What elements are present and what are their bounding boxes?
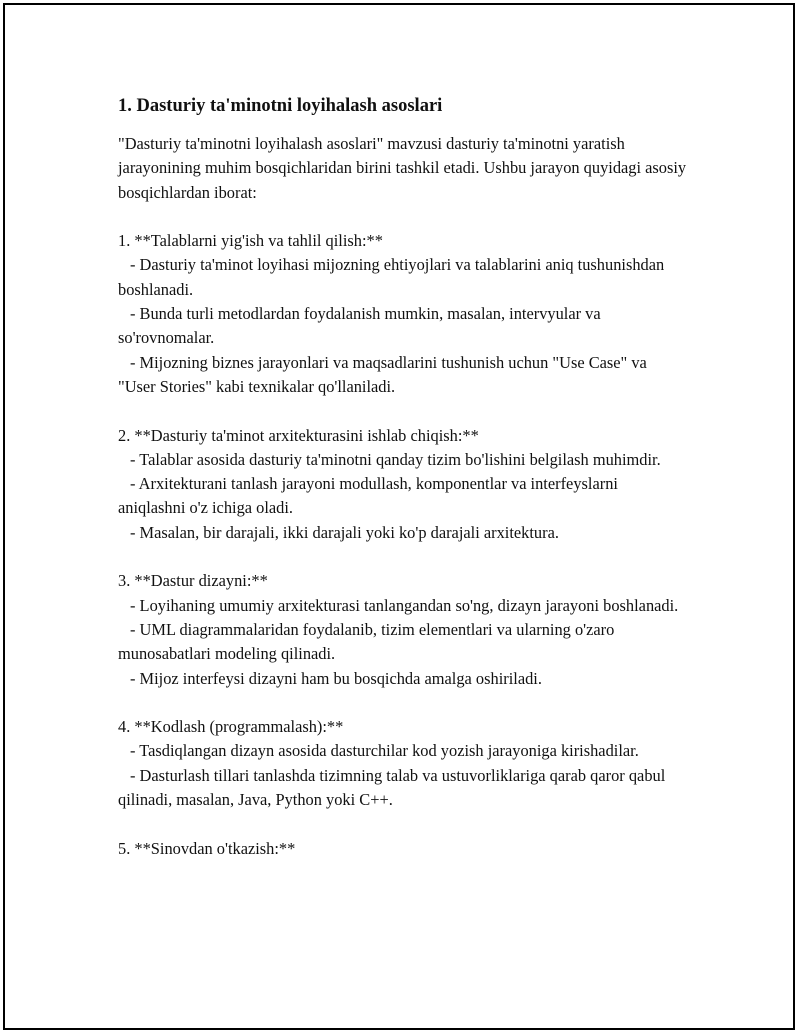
section-heading: 1. **Talablarni yig'ish va tahlil qilish:**	[118, 231, 383, 251]
section-heading: 2. **Dasturiy ta'minot arxitekturasini ishlab chiqish:**	[118, 425, 479, 445]
bullet-item: - Mijozning biznes jarayonlari va maqsadlarini tushunish uchun "Use Case" va "User Stories" kabi texnikalar qo'llaniladi.	[118, 352, 647, 396]
section-heading: 4. **Kodlash (programmalash):**	[118, 717, 344, 737]
document-title: 1. Dasturiy ta'minotni loyihalash asoslari	[118, 96, 443, 116]
section-design	[118, 569, 688, 690]
section-testing	[118, 837, 688, 861]
section-heading: 5. **Sinovdan o'tkazish:**	[118, 838, 296, 858]
bullet-item: - Dasturlash tillari tanlashda tizimning talab va ustuvorliklariga qarab qaror qabul qilinadi, masalan, Java, Python yoki C++.	[118, 765, 666, 810]
bullet-item: - Talablar asosida dasturiy ta'minotni qanday tizim bo'lishini belgilash muhimdir.	[130, 449, 661, 469]
bullet-item: - Dasturiy ta'minot loyihasi mijozning ehtiyojlari va talablarini aniq tushunishdan boshlanadi.	[118, 255, 665, 299]
section-heading: 3. **Dastur dizayni:**	[118, 571, 268, 591]
bullet-item: - Loyihaning umumiy arxitekturasi tanlangandan so'ng, dizayn jarayoni boshlanadi.	[130, 595, 679, 615]
bullet-item: - Bunda turli metodlardan foydalanish mumkin, masalan, intervyular va so'rovnomalar.	[118, 304, 601, 348]
bullet-item: - Mijoz interfeysi dizayni ham bu bosqichda amalga oshiriladi.	[130, 668, 542, 688]
bullet-item: - Tasdiqlangan dizayn asosida dasturchilar kod yozish jarayoniga kirishadilar.	[130, 741, 639, 761]
document-body	[118, 94, 688, 885]
section-architecture	[118, 424, 688, 545]
bullet-item: - Arxitekturani tanlash jarayoni modullash, komponentlar va interfeyslarni aniqlashni o'z ichiga oladi.	[118, 474, 618, 518]
intro-paragraph: "Dasturiy ta'minotni loyihalash asoslari" mavzusi dasturiy ta'minotni yaratish jarayonining muhim bosqichlaridan birini tashkil etadi. Ushbu jarayon quyidagi asosiy bosqichlardan iborat:	[118, 134, 687, 202]
section-requirements	[118, 229, 688, 399]
section-coding	[118, 715, 688, 812]
bullet-item: - UML diagrammalaridan foydalanib, tizim elementlari va ularning o'zaro munosabatlari modeling qilinadi.	[118, 619, 615, 664]
bullet-item: - Masalan, bir darajali, ikki darajali yoki ko'p darajali arxitektura.	[130, 522, 559, 542]
